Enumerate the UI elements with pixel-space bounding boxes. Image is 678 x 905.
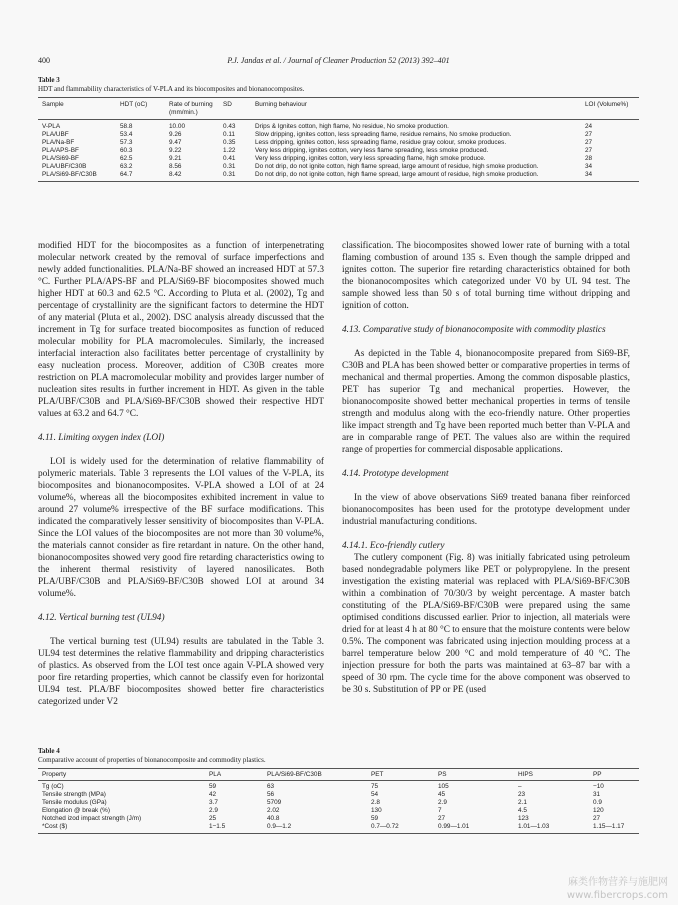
table3-label: Table 3 bbox=[38, 76, 60, 84]
table4-cell: 56 bbox=[267, 791, 275, 798]
site-watermark bbox=[567, 876, 668, 902]
table4-label: Table 4 bbox=[38, 747, 60, 755]
table3-row bbox=[38, 147, 639, 155]
table3-header-cell: Rate of burning (mm/min.) bbox=[165, 98, 219, 118]
section-heading: 4.12. Vertical burning test (UL94) bbox=[38, 613, 165, 623]
left-column bbox=[38, 240, 324, 708]
table4-cell: 31 bbox=[593, 791, 601, 798]
table4-cell: 23 bbox=[518, 791, 526, 798]
table4-row bbox=[38, 781, 639, 792]
table3-cell: PLA/UBF/C30B bbox=[42, 163, 87, 170]
table4-header-row bbox=[38, 769, 639, 781]
page-number: 400 bbox=[38, 56, 50, 65]
table4-cell: 1−1.5 bbox=[205, 823, 263, 834]
table4-cell: 5709 bbox=[267, 799, 282, 806]
table3-cell: 27 bbox=[585, 139, 593, 146]
table4-cell: 63 bbox=[267, 783, 275, 790]
table4-cell: −10 bbox=[593, 783, 604, 790]
table4-caption-text: Comparative account of properties of bionanocomposite and commodity plastics. bbox=[38, 756, 266, 764]
table3-cell: Do not drip, do not ignite cotton, high flame spread, large amount of residue, high smoke production. bbox=[251, 171, 581, 182]
table3-cell: 8.56 bbox=[169, 163, 182, 170]
table3-header-cell: Burning behaviour bbox=[251, 98, 581, 118]
table4-cell: 2.02 bbox=[267, 807, 280, 814]
table3-cell: Slow dripping, ignites cotton, less spreading flame, residue remains, No smoke production. bbox=[255, 131, 512, 138]
body-paragraph: The cutlery component (Fig. 8) was initially fabricated using petroleum based nondegradable polymers like PET or polypropylene. In the present investigation the existing material was replaced with PLA/Si69-BF/C30B within a combination of 70/30/3 by weight percentage. A master batch constituting of the PLA/Si69-BF/C30B were prepared using the same optimised conditions discussed earlier. Prior to injection, all materials were dried for at least 4 h at 80 °C to ensure that the moisture contents were below 0.5%. The component was fabricated using injection moulding process at a barrel temperature below 200 °C and mold temperature of 40 °C. The injection pressure for both the parts was maintained at 63–87 bar with a speed of 30 rpm. The cycle time for the above component was observed to be 30 s. Substitution of PP or PE (used bbox=[342, 553, 630, 695]
table3-cell: 27 bbox=[585, 131, 593, 138]
body-paragraph: As depicted in the Table 4, bionanocomposite prepared from Si69-BF, C30B and PLA has been showed better or comparative properties in terms of mechanical and thermal properties. Among the common disposable plastics, PET has superior Tg and mechanical properties. However, the bionanocomposite showed better mechanical properties in terms of tensile strength and modulus along with the eco-friendly nature. Other properties like impact strength and Tg have been reported much better than V-PLA and are in comparable range of PET. The values also are within the required range of properties for commercial disposable applications. bbox=[342, 349, 630, 455]
body-paragraph: LOI is widely used for the determination of relative flammability of polymeric materials. Table 3 represents the LOI values of the V-PLA, its biocomposites and bionanocomposites. V-PLA showed a LOI of at 24 volume%, whereas all the biocomposites exhibited increment in value to around 27 volume% irrespective of the BF surface modifications. This indicated the comparatively lesser sensitivity of biocomposites than V-PLA. Since the LOI values of the biocomposites are not more than 30 volume%, the materials cannot consider as fire retardant in nature. On the other hand, bionanocomposites showed very good fire retarding characteristics owing to the inherent thermal resistivity of layered nanosilicates. Both PLA/UBF/C30B and PLA/Si69-BF/C30B showed LOI at around 34 volume%. bbox=[38, 457, 324, 599]
table3-caption-text: HDT and flammability characteristics of V-PLA and its biocomposites and bionanocomposites. bbox=[38, 85, 305, 93]
journal-reference: P.J. Jandas et al. / Journal of Cleaner Production 52 (2013) 392–401 bbox=[227, 56, 450, 65]
right-column bbox=[342, 240, 630, 696]
table4-cell: 0.7—0.72 bbox=[367, 823, 434, 834]
table4-cell: – bbox=[518, 783, 522, 790]
table3-cell: 0.31 bbox=[223, 163, 236, 170]
table4-cell: 27 bbox=[593, 815, 601, 822]
section-heading: 4.11. Limiting oxygen index (LOI) bbox=[38, 433, 165, 443]
table3-cell: 0.11 bbox=[223, 131, 235, 138]
table3-cell: 0.31 bbox=[219, 171, 251, 182]
table4-header-cell: HIPS bbox=[514, 769, 589, 781]
table3-header-cell: SD bbox=[219, 98, 251, 118]
table3-row bbox=[38, 163, 639, 171]
table4-cell: 75 bbox=[371, 783, 379, 790]
table4-body bbox=[38, 781, 639, 834]
table4-cell: 27 bbox=[438, 815, 446, 822]
table4-cell: 120 bbox=[593, 807, 604, 814]
table3-cell: Drips & Ignites cotton, high flame, No residue, No smoke production. bbox=[255, 123, 449, 130]
table4-cell: 7 bbox=[438, 807, 442, 814]
table3-row bbox=[38, 120, 639, 132]
table3-row bbox=[38, 131, 639, 139]
watermark-line: 麻类作物营养与施肥网 bbox=[568, 877, 668, 888]
table4-cell: 3.7 bbox=[209, 799, 218, 806]
table4-cell: 2.9 bbox=[209, 807, 218, 814]
table3-cell: Very less dripping, ignites cotton, very less flame spreading, less smoke produced. bbox=[255, 147, 489, 154]
watermark-line: www.fibercrops.com bbox=[566, 890, 668, 901]
table3-row bbox=[38, 139, 639, 147]
table3-cell: Do not drip, do not ignite cotton, high flame spread, large amount of residue, high smoke production. bbox=[255, 163, 539, 170]
table4-row bbox=[38, 823, 639, 834]
table3-cell: V-PLA bbox=[42, 123, 61, 130]
table4-cell: *Cost ($) bbox=[38, 823, 205, 834]
table4-cell: 45 bbox=[438, 791, 446, 798]
table4-cell: 1.15—1.17 bbox=[589, 823, 639, 834]
table3-cell: 34 bbox=[585, 163, 593, 170]
body-paragraph: The vertical burning test (UL94) results are tabulated in the Table 3. UL94 test determines the relative flammability and dripping characteristics of plastics. As observed from the LOI test once again V-PLA showed very poor fire retarding properties, which cannot be classify even for horizontal UL94 test. PLA/BF biocomposites showed better fire characteristics categorized under V2 bbox=[38, 637, 324, 707]
table3-cell: PLA/APS-BF bbox=[42, 147, 79, 154]
table3-cell: 57.3 bbox=[120, 139, 133, 146]
table4-cell: Tensile strength (MPa) bbox=[42, 791, 106, 798]
table3-cell: PLA/UBF bbox=[42, 131, 69, 138]
table3-cell: PLA/Si69-BF/C30B bbox=[38, 171, 116, 182]
table3-cell: 27 bbox=[585, 147, 593, 154]
table3-cell: 8.42 bbox=[165, 171, 219, 182]
body-paragraph: classification. The biocomposites showed lower rate of burning with a total flaming combustion of around 135 s. Even though the sample dripped and ignites cotton. The superior fire retarding characteristics obtained for both the bionanocomposites which categorized under V0 by UL 94 test. The sample showed less than 50 s of total burning time without dripping and ignition of cotton. bbox=[342, 241, 630, 311]
table3-cell: Very less dripping, ignites cotton, very less spreading flame, high smoke produce. bbox=[255, 155, 486, 162]
table3-cell: 0.41 bbox=[223, 155, 236, 162]
table3 bbox=[38, 97, 639, 182]
table3-header-row bbox=[38, 98, 639, 118]
table4-cell: Notched izod impact strength (J/m) bbox=[42, 815, 142, 822]
table4-cell: 105 bbox=[438, 783, 449, 790]
table3-cell: 0.35 bbox=[223, 139, 236, 146]
table4-header-cell: PLA/Si69-BF/C30B bbox=[263, 769, 367, 781]
table4-cell: 4.5 bbox=[518, 807, 527, 814]
table4-cell: Elongation @ break (%) bbox=[42, 807, 110, 814]
table3-cell: 9.21 bbox=[169, 155, 182, 162]
table3-caption bbox=[38, 76, 304, 94]
section-heading: 4.13. Comparative study of bionanocomposite with commodity plastics bbox=[342, 325, 606, 335]
table4-cell: 59 bbox=[371, 815, 379, 822]
table3-row bbox=[38, 155, 639, 163]
table3-cell: Less dripping, ignites cotton, less spreading flame, residue gray colour, smoke produces. bbox=[255, 139, 507, 146]
table4-cell: 2.9 bbox=[438, 799, 447, 806]
table3-cell: PLA/Na-BF bbox=[42, 139, 75, 146]
subsection-heading: 4.14.1. Eco-friendly cutlery bbox=[342, 541, 445, 551]
table4-cell: 59 bbox=[209, 783, 217, 790]
table3-header-cell: Sample bbox=[38, 98, 116, 118]
table3-cell: 28 bbox=[585, 155, 593, 162]
table3-cell: 0.43 bbox=[223, 123, 236, 130]
section-heading: 4.14. Prototype development bbox=[342, 469, 449, 479]
table4-cell: 0.9—1.2 bbox=[263, 823, 367, 834]
table4-cell: Tensile modulus (GPa) bbox=[42, 799, 107, 806]
table3-cell: 53.4 bbox=[120, 131, 133, 138]
table3-cell: 9.22 bbox=[169, 147, 182, 154]
table3-cell: 58.8 bbox=[120, 123, 133, 130]
table3-cell: 24 bbox=[585, 123, 593, 130]
table4-cell: 25 bbox=[209, 815, 217, 822]
table4-header-cell: PP bbox=[589, 769, 639, 781]
table3-row bbox=[38, 171, 639, 182]
table4-cell: 2.1 bbox=[518, 799, 527, 806]
table3-header-cell: LOI (Volume%) bbox=[581, 98, 639, 118]
table3-body bbox=[38, 120, 639, 182]
table4-cell: 40.8 bbox=[267, 815, 280, 822]
table4-row bbox=[38, 815, 639, 823]
table4 bbox=[38, 768, 639, 834]
body-paragraph: In the view of above observations Si69 treated banana fiber reinforced bionanocomposites has been used for the prototype development under industrial manufacturing conditions. bbox=[342, 493, 630, 527]
table4-cell: 2.8 bbox=[371, 799, 380, 806]
table3-cell: 63.2 bbox=[120, 163, 133, 170]
body-paragraph: modified HDT for the biocomposites as a function of interpenetrating molecular network created by the removal of surface imperfections and newly added functionalities. PLA/Na-BF showed an increased HDT at 57.3 °C. Further PLA/APS-BF and PLA/Si69-BF biocomposites showed much higher HDT at 60.3 and 62.5 °C. According to Pluta et al. (2002), Tg and percentage of crystallinity are the significant factors to determine the HDT of any material (Pluta et al., 2002). DSC analysis already discussed that the increment in Tg for surface treated biocomposites as function of reduced molecular mobility for PLA macromolecules. Similarly, the increased interfacial interaction also facilitates better percentage of crystallinity by easy nucleation process. Moreover, addition of C30B creates more restriction on PLA macromolecular mobility and provides larger number of nucleation sites results in further increment in HDT. As given in the table PLA/UBF/C30B and PLA/Si69-BF/C30B showed their respective HDT values at 63.2 and 64.7 °C. bbox=[38, 241, 324, 419]
table4-row bbox=[38, 807, 639, 815]
table4-cell: 0.9 bbox=[593, 799, 602, 806]
table3-cell: 1.22 bbox=[223, 147, 236, 154]
table3-cell: 10.00 bbox=[169, 123, 185, 130]
table4-cell: 130 bbox=[371, 807, 382, 814]
table4-header-cell: PET bbox=[367, 769, 434, 781]
table3-header-cell: HDT (oC) bbox=[116, 98, 165, 118]
table4-row bbox=[38, 791, 639, 799]
table3-cell: 34 bbox=[581, 171, 639, 182]
table3-cell: 62.5 bbox=[120, 155, 133, 162]
table4-header-cell: PLA bbox=[205, 769, 263, 781]
table3-cell: 64.7 bbox=[116, 171, 165, 182]
table4-cell: Tg (oC) bbox=[42, 783, 64, 790]
table4-cell: 1.01—1.03 bbox=[514, 823, 589, 834]
table4-header-cell: Property bbox=[38, 769, 205, 781]
table4-cell: 123 bbox=[518, 815, 529, 822]
table3-cell: PLA/Si69-BF bbox=[42, 155, 79, 162]
table4-cell: 42 bbox=[209, 791, 217, 798]
table4-row bbox=[38, 799, 639, 807]
table4-caption bbox=[38, 747, 266, 765]
table4-header-cell: PS bbox=[434, 769, 514, 781]
table3-cell: 9.47 bbox=[169, 139, 182, 146]
table3-cell: 60.3 bbox=[120, 147, 133, 154]
table4-cell: 0.99—1.01 bbox=[434, 823, 514, 834]
table3-cell: 9.26 bbox=[169, 131, 182, 138]
table4-cell: 54 bbox=[371, 791, 379, 798]
